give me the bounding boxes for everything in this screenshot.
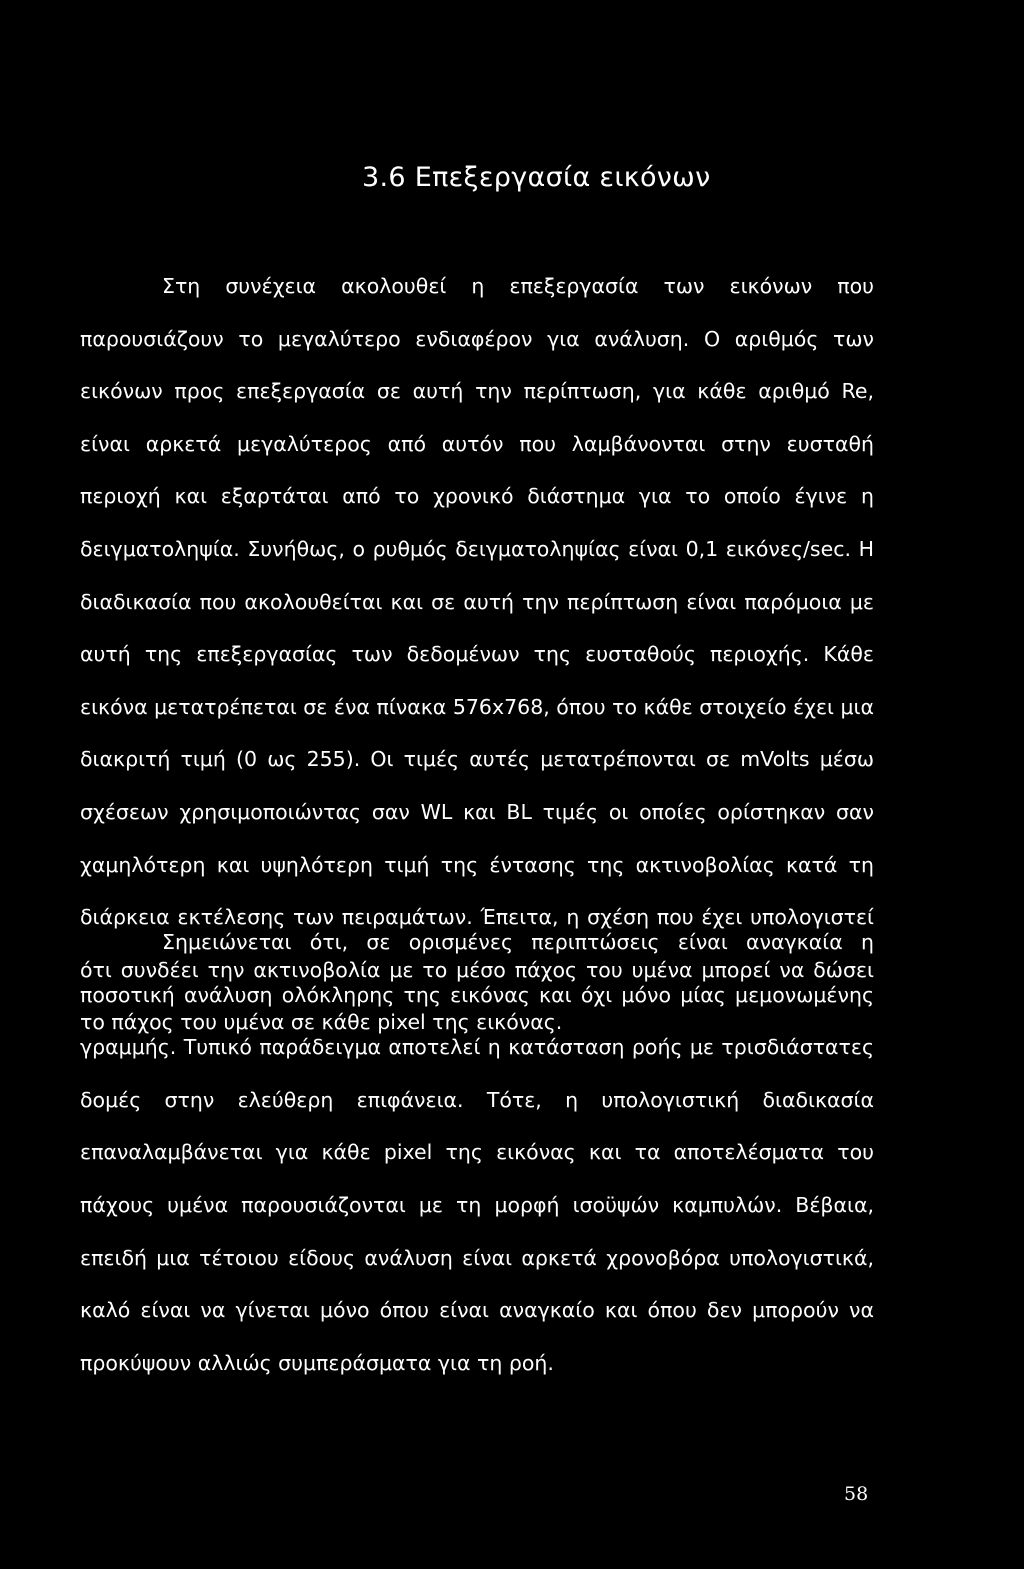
section-heading: 3.6 Επεξεργασία εικόνων bbox=[362, 162, 711, 193]
body-paragraph-1: Στη συνέχεια ακολουθεί η επεξεργασία των εικόνων που παρουσιάζουν το μεγαλύτερο ενδιαφέρον για ανάλυση. Ο αριθμός των εικόνων προς επεξεργασία σε αυτή την περίπτωση, για κάθε αριθμό Re, είναι αρκετά μεγαλύτερος από αυτόν που λαμβάνονται στην ευσταθή περιοχή και εξαρτάται από το χρονικό διάστημα για το οποίο έγινε η δειγματοληψία. Συνήθως, ο ρυθμός δειγματοληψίας είναι 0,1 εικόνες/sec. Η διαδικασία που ακολουθείται και σε αυτή την περίπτωση είναι παρόμοια με αυτή της επεξεργασίας των δεδομένων της ευσταθούς περιοχής. Κάθε εικόνα μετατρέπεται σε ένα πίνακα 576x768, όπου το κάθε στοιχείο έχει μια διακριτή τιμή (0 ως 255). Οι τιμές αυτές μετατρέπονται σε mVolts μέσω σχέσεων χρησιμοποιώντας σαν WL και BL τιμές οι οποίες ορίστηκαν σαν χαμηλότερη και υψηλότερη τιμή της έντασης της ακτινοβολίας κατά τη διάρκεια εκτέλεσης των πειραμάτων. Έπειτα, η σχέση που έχει υπολογιστεί ότι συνδέει την ακτινοβολία με το μέσο πάχος του υμένα μπορεί να δώσει το πάχος του υμένα σε κάθε pixel της εικόνας. bbox=[80, 274, 874, 1035]
body-paragraph-2: Σημειώνεται ότι, σε ορισμένες περιπτώσεις είναι αναγκαία η ποσοτική ανάλυση ολόκληρης της εικόνας και όχι μόνο μίας μεμονωμένης γραμμής. Τυπικό παράδειγμα αποτελεί η κατάσταση ροής με τρισδιάστατες δομές στην ελεύθερη επιφάνεια. Τότε, η υπολογιστική διαδικασία επαναλαμβάνεται για κάθε pixel της εικόνας και τα αποτελέσματα του πάχους υμένα παρουσιάζονται με τη μορφή ισοϋψών καμπυλών. Βέβαια, επειδή μια τέτοιου είδους ανάλυση είναι αρκετά χρονοβόρα υπολογιστικά, καλό είναι να γίνεται μόνο όπου είναι αναγκαίο και όπου δεν μπορούν να προκύψουν αλλιώς συμπεράσματα για τη ροή. bbox=[80, 930, 874, 1375]
page-number: 58 bbox=[844, 1483, 869, 1505]
